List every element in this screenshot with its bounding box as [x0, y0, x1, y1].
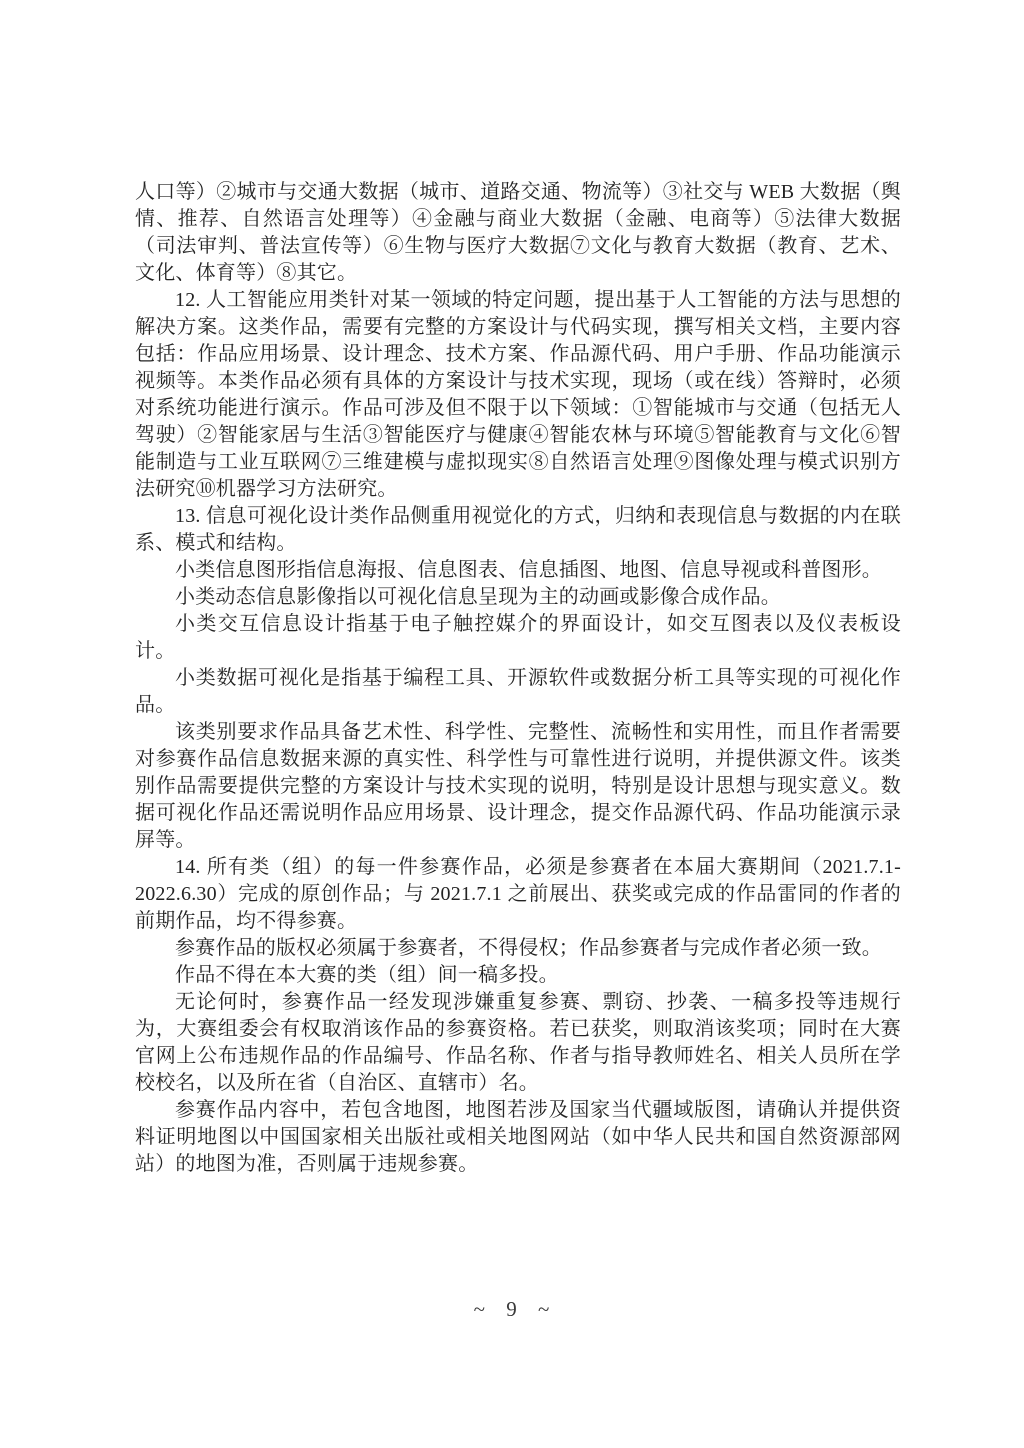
paragraph-subcategory-data-visualization: 小类数据可视化是指基于编程工具、开源软件或数据分析工具等实现的可视化作品。 [135, 667, 901, 716]
paragraph-clause-14: 14. 所有类（组）的每一件参赛作品，必须是参赛者在本届大赛期间（2021.7.1-2022.6.30）完成的原创作品；与 2021.7.1 之前展出、获奖或完成的作品雷同的作者的前期作品，均不得参赛。 [135, 856, 901, 932]
paragraph-continuation: 人口等）②城市与交通大数据（城市、道路交通、物流等）③社交与 WEB 大数据（舆情、推荐、自然语言处理等）④金融与商业大数据（金融、电商等）⑤法律大数据（司法审判、普法宣传等）⑥生物与医疗大数据⑦文化与教育大数据（教育、艺术、文化、体育等）⑧其它。 [135, 181, 901, 284]
paragraph-clause-12: 12. 人工智能应用类针对某一领域的特定问题，提出基于人工智能的方法与思想的解决方案。这类作品，需要有完整的方案设计与代码实现，撰写相关文档，主要内容包括：作品应用场景、设计理念、技术方案、作品源代码、用户手册、作品功能演示视频等。本类作品必须有具体的方案设计与技术实现，现场（或在线）答辩时，必须对系统功能进行演示。作品可涉及但不限于以下领域：①智能城市与交通（包括无人驾驶）②智能家居与生活③智能医疗与健康④智能农林与环境⑤智能教育与文化⑥智能制造与工业互联网⑦三维建模与虚拟现实⑧自然语言处理⑨图像处理与模式识别方法研究⑩机器学习方法研究。 [135, 289, 901, 500]
paragraph-violation-rules: 无论何时，参赛作品一经发现涉嫌重复参赛、剽窃、抄袭、一稿多投等违规行为，大赛组委会有权取消该作品的参赛资格。若已获奖，则取消该奖项；同时在大赛官网上公布违规作品的作品编号、作品名称、作者与指导教师姓名、相关人员所在学校校名，以及所在省（自治区、直辖市）名。 [135, 991, 901, 1094]
paragraph-subcategory-infographic: 小类信息图形指信息海报、信息图表、信息插图、地图、信息导视或科普图形。 [175, 559, 882, 581]
paragraph-map-requirements: 参赛作品内容中，若包含地图，地图若涉及国家当代疆域版图，请确认并提供资料证明地图以中国国家相关出版社或相关地图网站（如中华人民共和国自然资源部网站）的地图为准，否则属于违规参赛。 [135, 1099, 901, 1175]
page-number: ~ 9 ~ [473, 1297, 551, 1321]
paragraph-subcategory-interactive-info: 小类交互信息设计指基于电子触控媒介的界面设计，如交互图表以及仪表板设计。 [135, 613, 901, 662]
paragraph-category-requirements: 该类别要求作品具备艺术性、科学性、完整性、流畅性和实用性，而且作者需要对参赛作品信息数据来源的真实性、科学性与可靠性进行说明，并提供源文件。该类别作品需要提供完整的方案设计与技术实现的说明，特别是设计思想与现实意义。数据可视化作品还需说明作品应用场景、设计理念，提交作品源代码、作品功能演示录屏等。 [135, 721, 901, 851]
document-body [135, 179, 901, 1178]
paragraph-subcategory-motion-info: 小类动态信息影像指以可视化信息呈现为主的动画或影像合成作品。 [175, 586, 781, 608]
paragraph-copyright: 参赛作品的版权必须属于参赛者，不得侵权；作品参赛者与完成作者必须一致。 [175, 937, 882, 959]
paragraph-no-multiple-submission: 作品不得在本大赛的类（组）间一稿多投。 [175, 964, 559, 986]
paragraph-clause-13: 13. 信息可视化设计类作品侧重用视觉化的方式，归纳和表现信息与数据的内在联系、模式和结构。 [135, 505, 901, 554]
